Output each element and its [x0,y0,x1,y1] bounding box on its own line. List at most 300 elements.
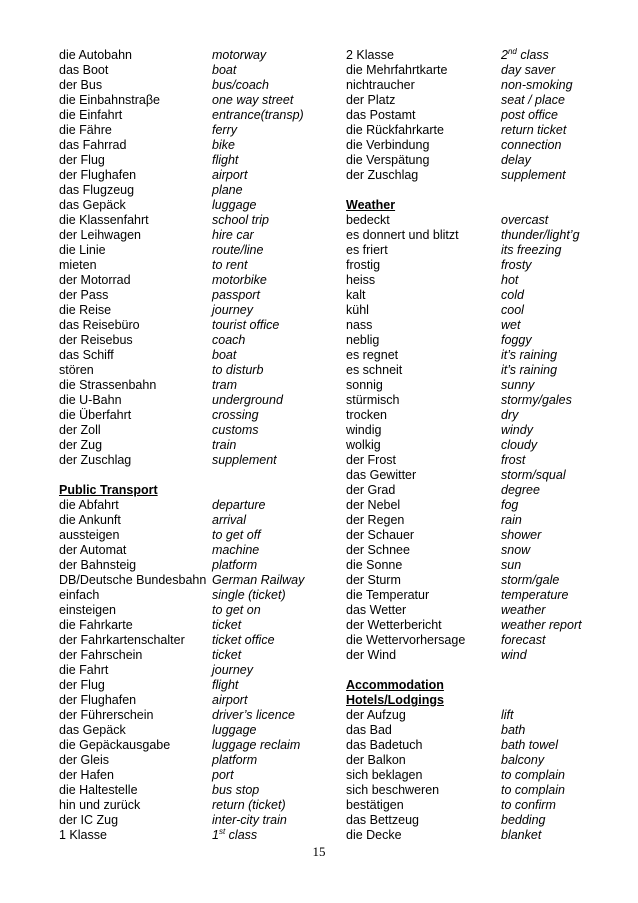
english-translation-text: hot [501,273,519,287]
english-translation [212,63,236,78]
english-translation-text: customs [212,423,259,437]
english-translation [501,528,541,543]
german-term: der Zuschlag [346,168,419,182]
german-term: die Sonne [346,558,403,572]
english-translation [501,123,566,138]
english-translation-text: temperature [501,588,569,602]
german-term: sich beklagen [346,768,423,782]
vocab-row [346,543,608,558]
vocab-row [59,588,321,603]
vocab-row [59,288,321,303]
vocabulary-column-left [59,48,321,843]
english-translation-text: luggage [212,198,257,212]
vocab-row [346,168,608,183]
english-translation-text: bike [212,138,235,152]
english-translation [212,258,247,273]
english-translation-text: to get off [212,528,261,542]
english-translation-text: cloudy [501,438,538,452]
english-translation [501,768,565,783]
german-term: der Grad [346,483,396,497]
english-translation [501,153,531,168]
german-term: 2 Klasse [346,48,394,62]
vocab-row [346,423,608,438]
vocab-row [346,813,608,828]
page-number: 15 [312,844,326,859]
german-term: der Flug [59,153,105,167]
english-translation-text: ticket [212,648,242,662]
english-translation [212,303,253,318]
vocab-row [346,48,608,63]
vocab-row [346,528,608,543]
vocab-row [346,468,608,483]
english-translation [212,78,269,93]
german-term: der Automat [59,543,127,557]
vocab-row [346,798,608,813]
english-translation-text: driver’s licence [212,708,295,722]
english-translation [212,708,295,723]
english-translation-text: frost [501,453,526,467]
german-term: der Flug [59,678,105,692]
vocab-row [346,633,608,648]
vocab-row [346,573,608,588]
german-term: die Autobahn [59,48,132,62]
english-translation-text: tram [212,378,237,392]
english-translation [501,333,532,348]
german-term: es regnet [346,348,399,362]
english-translation [501,378,534,393]
english-translation [212,738,300,753]
vocab-row [346,63,608,78]
vocab-row [346,738,608,753]
vocab-row [346,558,608,573]
vocab-row [346,498,608,513]
german-term: die Einbahnstraβe [59,93,161,107]
english-translation [501,813,546,828]
english-translation-text: to confirm [501,798,556,812]
german-term: das Gewitter [346,468,417,482]
vocab-row [346,453,608,468]
vocab-row [59,348,321,363]
english-translation [501,258,532,273]
german-term: der Schauer [346,528,415,542]
german-term: der Wind [346,648,397,662]
german-term: das Wetter [346,603,407,617]
english-translation-text: stormy/gales [501,393,572,407]
german-term: das Reisebüro [59,318,140,332]
german-term: der Fahrkartenschalter [59,633,185,647]
english-translation-text: one way street [212,93,294,107]
german-term: die Überfahrt [59,408,132,422]
english-translation [501,558,521,573]
german-term: die Mehrfahrtkarte [346,63,448,77]
english-translation-text: supplement [212,453,277,467]
english-translation [212,618,241,633]
vocab-row [346,78,608,93]
english-translation-text: to get on [212,603,261,617]
english-translation [501,513,522,528]
german-term: nass [346,318,373,332]
german-term: DB/Deutsche Bundesbahn [59,573,207,587]
english-translation [501,438,537,453]
english-translation [501,498,518,513]
vocab-row [59,738,321,753]
vocab-row [59,48,321,63]
vocab-row [59,228,321,243]
english-translation [501,753,544,768]
vocab-row [346,318,608,333]
english-translation [501,633,545,648]
vocab-row [59,363,321,378]
english-translation [212,633,275,648]
english-translation-suffix: class [225,828,258,842]
english-translation-text: motorway [212,48,267,62]
vocab-row [346,768,608,783]
english-translation-text: storm/gale [501,573,560,587]
english-translation-text: airport [212,693,248,707]
vocab-row [346,303,608,318]
english-translation-text: bedding [501,813,546,827]
vocab-row [59,558,321,573]
english-translation [212,213,269,228]
english-translation [501,93,565,108]
english-translation [501,573,559,588]
english-translation [212,138,235,153]
english-translation [212,228,254,243]
english-translation-text: German Railway [212,573,305,587]
german-term: einfach [59,588,100,602]
english-translation-text: coach [212,333,246,347]
german-term: bestätigen [346,798,404,812]
german-term: der Zuschlag [59,453,132,467]
german-term: die Verspätung [346,153,430,167]
vocab-row [346,378,608,393]
english-translation-text: single (ticket) [212,588,286,602]
english-translation [501,348,557,363]
english-translation [212,318,279,333]
vocab-row [346,588,608,603]
vocab-row [59,663,321,678]
vocab-row [59,708,321,723]
english-translation-text: 1 [212,828,219,842]
german-term: der Zoll [59,423,101,437]
english-translation-text: luggage [212,723,257,737]
german-term: einsteigen [59,603,116,617]
vocab-row [59,543,321,558]
english-translation-text: passport [212,288,260,302]
english-translation [212,558,257,573]
english-translation-text: motorbike [212,273,267,287]
vocab-row [346,483,608,498]
english-translation [212,588,286,603]
vocab-row [346,828,608,843]
vocab-row [346,138,608,153]
english-translation-text: school trip [212,213,269,227]
english-translation-text: machine [212,543,260,557]
section-heading-text: Accommodation [346,678,444,692]
german-term: der Bus [59,78,103,92]
english-translation-text: plane [212,183,243,197]
vocab-row [346,348,608,363]
english-translation-text: forecast [501,633,546,647]
section-heading-text: Weather [346,198,396,212]
german-term: die Ankunft [59,513,121,527]
vocab-row [59,168,321,183]
english-translation-text: cool [501,303,524,317]
english-translation [501,168,566,183]
german-term: hin und zurück [59,798,141,812]
english-translation [501,483,540,498]
german-term: die Abfahrt [59,498,119,512]
vocab-row [346,333,608,348]
english-translation [501,273,518,288]
english-translation [501,303,524,318]
spacer [59,468,321,483]
english-translation-text: day saver [501,63,556,77]
vocab-row [346,513,608,528]
german-term: sonnig [346,378,383,392]
vocab-row [59,783,321,798]
vocab-row [59,768,321,783]
english-translation [212,183,243,198]
vocab-row [346,708,608,723]
english-translation-text: flight [212,153,239,167]
english-translation [212,498,266,513]
vocab-row [346,783,608,798]
german-term: mieten [59,258,97,272]
vocab-row [59,618,321,633]
english-translation-text: to disturb [212,363,264,377]
vocab-row [59,603,321,618]
vocab-row [59,408,321,423]
english-translation-text: non-smoking [501,78,573,92]
english-translation [212,573,304,588]
vocab-row [59,243,321,258]
vocab-row [59,108,321,123]
english-translation-text: ticket [212,618,242,632]
english-translation [212,423,259,438]
english-translation [212,723,257,738]
vocab-row [346,213,608,228]
german-term: die Haltestelle [59,783,138,797]
vocab-row [346,363,608,378]
spacer [346,183,608,198]
english-translation-text: ferry [212,123,237,137]
vocab-row [59,498,321,513]
english-translation [212,798,286,813]
german-term: die Fähre [59,123,112,137]
english-translation [501,723,525,738]
english-translation [501,108,558,123]
english-translation [212,408,259,423]
english-translation-text: post office [501,108,558,122]
vocab-row [59,678,321,693]
vocab-row [59,633,321,648]
vocab-row [59,438,321,453]
vocab-row [59,123,321,138]
english-translation-text: to complain [501,783,565,797]
english-translation-text: boat [212,348,237,362]
english-translation-text: departure [212,498,266,512]
english-translation-text: frosty [501,258,532,272]
english-translation [501,738,558,753]
section-heading [59,483,321,498]
english-translation-text: bath [501,723,526,737]
german-term: neblig [346,333,380,347]
german-term: es schneit [346,363,403,377]
german-term: die Verbindung [346,138,430,152]
vocab-row [59,573,321,588]
vocab-row [346,408,608,423]
english-translation-text: airport [212,168,248,182]
english-translation [212,693,247,708]
german-term: kühl [346,303,369,317]
german-term: heiss [346,273,376,287]
english-translation-suffix: class [516,48,549,62]
section-heading-text: Hotels/Lodgings [346,693,444,707]
english-translation-text: thunder/light’g [501,228,580,242]
english-translation [212,348,236,363]
german-term: die Decke [346,828,402,842]
english-translation-text: route/line [212,243,264,257]
vocabulary-column-right [346,48,608,843]
vocab-row [59,138,321,153]
german-term: der Führerschein [59,708,154,722]
english-translation [501,228,580,243]
english-translation-text: seat / place [501,93,565,107]
english-translation-text: supplement [501,168,566,182]
german-term: sich beschweren [346,783,440,797]
english-translation [501,603,545,618]
section-heading-text: Public Transport [59,483,158,497]
vocab-row [59,723,321,738]
english-translation-text: sunny [501,378,535,392]
german-term: stürmisch [346,393,400,407]
english-translation-text: degree [501,483,540,497]
english-translation-text: wet [501,318,521,332]
german-term: das Postamt [346,108,416,122]
english-translation [212,648,241,663]
german-term: der Leihwagen [59,228,142,242]
english-translation [212,153,238,168]
german-term: der Bahnsteig [59,558,137,572]
english-translation [501,408,518,423]
vocab-row [346,258,608,273]
german-term: das Flugzeug [59,183,135,197]
english-translation-text: journey [212,303,253,317]
vocab-row [346,723,608,738]
german-term: die Linie [59,243,106,257]
section-heading [346,693,608,708]
german-term: es friert [346,243,388,257]
german-term: der Balkon [346,753,406,767]
vocab-row [346,603,608,618]
german-term: die Fahrt [59,663,109,677]
german-term: das Badetuch [346,738,423,752]
english-translation-text: entrance(transp) [212,108,304,122]
english-translation-text: rain [501,513,522,527]
english-translation-text: hire car [212,228,254,242]
section-heading [346,678,608,693]
english-translation-text: windy [501,423,533,437]
english-translation [501,48,549,63]
vocab-row [59,393,321,408]
english-translation-text: blanket [501,828,542,842]
vocab-row [346,243,608,258]
vocab-row [59,423,321,438]
english-translation-text: bus stop [212,783,260,797]
english-translation [212,273,267,288]
vocab-row [346,153,608,168]
english-translation [212,828,257,843]
english-translation-text: bus/coach [212,78,269,92]
german-term: bedeckt [346,213,390,227]
english-translation-text: luggage reclaim [212,738,301,752]
german-term: stören [59,363,94,377]
vocab-row [59,813,321,828]
german-term: frostig [346,258,381,272]
german-term: windig [346,423,382,437]
german-term: 1 Klasse [59,828,107,842]
vocab-row [59,93,321,108]
vocab-row [59,318,321,333]
english-translation-text: 2 [501,48,508,62]
german-term: die Einfahrt [59,108,123,122]
english-translation [501,708,514,723]
english-translation-text: return ticket [501,123,567,137]
english-translation [212,168,247,183]
german-term: das Boot [59,63,109,77]
english-translation [501,288,524,303]
german-term: der Aufzug [346,708,406,722]
english-translation [212,93,293,108]
english-translation-text: sun [501,558,522,572]
ordinal-suffix: nd [507,46,517,56]
vocab-row [59,453,321,468]
english-translation [212,528,261,543]
vocab-row [59,828,321,843]
german-term: der Regen [346,513,405,527]
vocab-row [346,228,608,243]
english-translation [501,543,530,558]
english-translation-text: balcony [501,753,545,767]
english-translation [501,453,525,468]
english-translation [501,318,520,333]
english-translation [501,393,572,408]
english-translation [212,813,287,828]
vocab-row [59,798,321,813]
vocab-row [346,123,608,138]
english-translation [501,213,548,228]
english-translation-text: its freezing [501,243,562,257]
vocab-row [59,183,321,198]
english-translation-text: delay [501,153,531,167]
english-translation-text: weather report [501,618,582,632]
english-translation-text: dry [501,408,519,422]
english-translation-text: return (ticket) [212,798,286,812]
english-translation-text: ticket office [212,633,275,647]
vocab-row [59,303,321,318]
vocab-row [59,258,321,273]
german-term: der Fahrschein [59,648,143,662]
vocab-row [59,198,321,213]
german-term: der Flughafen [59,693,137,707]
english-translation [212,48,266,63]
ordinal-suffix: st [218,826,226,836]
english-translation-text: wind [501,648,527,662]
english-translation-text: train [212,438,237,452]
english-translation-text: platform [212,558,258,572]
german-term: der Wetterbericht [346,618,442,632]
